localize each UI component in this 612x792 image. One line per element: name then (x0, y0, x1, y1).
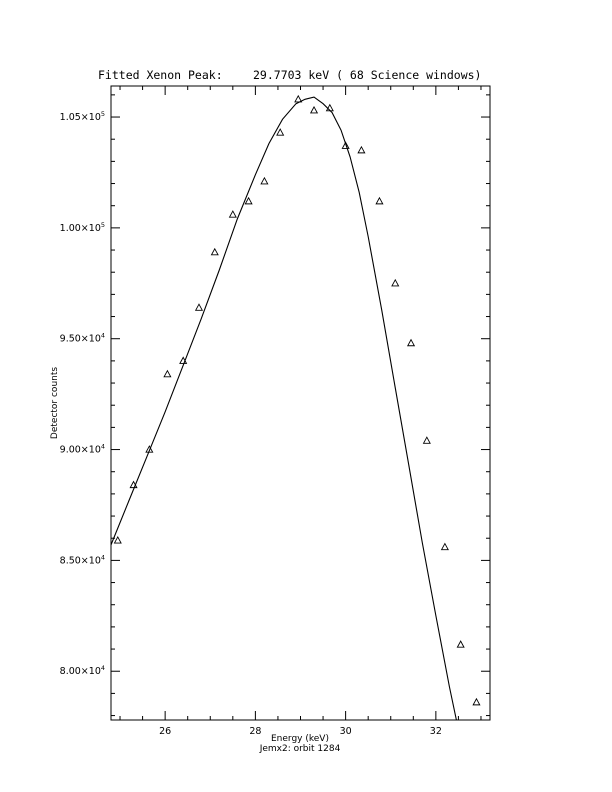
y-tick-label: $8.00\times 10^4$ (59, 664, 105, 678)
data-point (277, 129, 284, 135)
data-point (442, 544, 449, 550)
data-point (230, 211, 237, 217)
y-tick-label: $9.00\times 10^4$ (59, 442, 105, 456)
data-point (376, 198, 383, 204)
data-point (473, 699, 480, 705)
data-point (295, 96, 302, 102)
y-axis-ticks (60, 95, 490, 716)
data-point (164, 371, 171, 377)
chart-title: Fitted Xenon Peak: (98, 68, 223, 82)
data-point (358, 147, 365, 153)
data-point (196, 304, 203, 310)
plot-frame (111, 86, 490, 720)
fit-curve (111, 97, 483, 792)
fit-curve-layer (111, 97, 483, 792)
data-point (211, 249, 218, 255)
data-point (114, 537, 121, 543)
data-point (457, 641, 464, 647)
y-tick-label: $8.50\times 10^4$ (59, 553, 105, 567)
chart-title-peak: 29.7703 keV ( 68 Science windows) (253, 68, 482, 82)
x-axis-label: Energy (keV) (271, 734, 329, 744)
y-tick-label: $1.00\times 10^5$ (59, 220, 105, 234)
data-point (311, 107, 318, 113)
y-tick-label: $1.05\times 10^5$ (59, 110, 105, 124)
data-point (261, 178, 268, 184)
x-tick-label: 26 (159, 726, 172, 737)
data-point (245, 198, 252, 204)
chart-subtitle: Jemx2: orbit 1284 (259, 744, 341, 754)
y-axis-label: Detector counts (50, 366, 60, 440)
data-point (408, 340, 415, 346)
data-point (342, 142, 349, 148)
data-point (392, 280, 399, 286)
data-point (424, 437, 431, 443)
y-tick-label: $9.50\times 10^4$ (59, 331, 105, 345)
x-tick-label: 28 (249, 726, 262, 737)
x-axis-ticks (120, 86, 481, 737)
x-tick-label: 30 (339, 726, 352, 737)
x-tick-label: 32 (429, 726, 442, 737)
